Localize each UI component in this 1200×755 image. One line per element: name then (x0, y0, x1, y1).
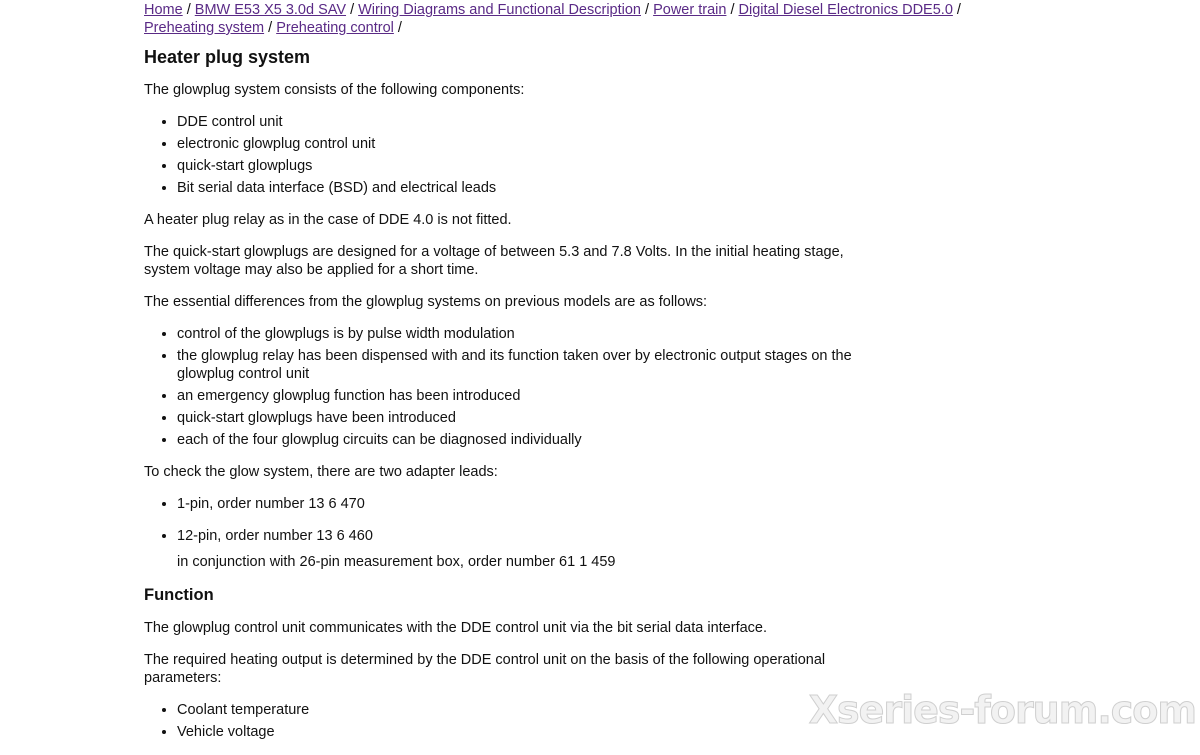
list-item: • quick-start glowplugs have been introduced (177, 409, 877, 427)
list-item: • each of the four glowplug circuits can be diagnosed individually (177, 431, 877, 449)
breadcrumb-link-power-train[interactable]: Power train (653, 2, 727, 18)
list-item: • Bit serial data interface (BSD) and electrical leads (177, 179, 877, 197)
adapter-intro-paragraph: To check the glow system, there are two adapter leads: (144, 464, 498, 480)
relay-note-paragraph: A heater plug relay as in the case of DDE 4.0 is not fitted. (144, 212, 512, 228)
breadcrumb-separator: / (186, 2, 191, 18)
breadcrumb-link-vehicle[interactable]: BMW E53 X5 3.0d SAV (194, 2, 347, 18)
voltage-note-paragraph: The quick-start glowplugs are designed for a voltage of between 5.3 and 7.8 Volts. In the initial heating stage, system voltage may also be applied for a short time. (144, 244, 844, 278)
function-heading: Function (144, 586, 214, 604)
list-item: • Vehicle voltage (177, 723, 877, 741)
list-item: • DDE control unit (177, 113, 877, 131)
list-item: • control of the glowplugs is by pulse width modulation (177, 325, 877, 343)
list-item: • quick-start glowplugs (177, 157, 877, 175)
page-title: Heater plug system (144, 47, 311, 67)
breadcrumb-separator: / (730, 2, 735, 18)
differences-intro-paragraph: The essential differences from the glowplug systems on previous models are as follows: (144, 294, 708, 310)
adapters-list (144, 495, 877, 545)
parameters-list (144, 701, 877, 741)
differences-list (144, 325, 877, 449)
breadcrumb-separator: / (397, 20, 402, 36)
breadcrumb-separator: / (350, 2, 355, 18)
list-item: • electronic glowplug control unit (177, 135, 877, 153)
list-item: • an emergency glowplug function has been introduced (177, 387, 877, 405)
function-paragraph-1: The glowplug control unit communicates with the DDE control unit via the bit serial data interface. (144, 620, 768, 636)
document-content (144, 1, 1024, 755)
breadcrumb-link-preheating-system[interactable]: Preheating system (144, 20, 265, 36)
list-item: • 1-pin, order number 13 6 470 (177, 495, 877, 513)
intro-paragraph: The glowplug system consists of the following components: (144, 82, 525, 98)
list-item: • the glowplug relay has been dispensed with and its function taken over by electronic output stages on the glowplug control unit (177, 347, 877, 383)
breadcrumb-separator: / (956, 2, 961, 18)
breadcrumb-separator: / (268, 20, 273, 36)
function-paragraph-2: The required heating output is determined by the DDE control unit on the basis of the following operational parameters: (144, 652, 826, 686)
list-item: • Coolant temperature (177, 701, 877, 719)
breadcrumb (144, 1, 1024, 37)
breadcrumb-separator: / (645, 2, 650, 18)
breadcrumb-link-home[interactable]: Home (144, 2, 183, 18)
breadcrumb-link-wiring-diagrams[interactable]: Wiring Diagrams and Functional Description (358, 2, 641, 18)
breadcrumb-link-preheating-control[interactable]: Preheating control (276, 20, 394, 36)
components-list (144, 113, 877, 197)
watermark-logo: Xseries-forum.com (808, 688, 1196, 732)
adapter-note: in conjunction with 26-pin measurement box, order number 61 1 459 (177, 554, 616, 570)
list-item: • 12-pin, order number 13 6 460 (177, 527, 877, 545)
breadcrumb-link-dde50[interactable]: Digital Diesel Electronics DDE5.0 (738, 2, 953, 18)
